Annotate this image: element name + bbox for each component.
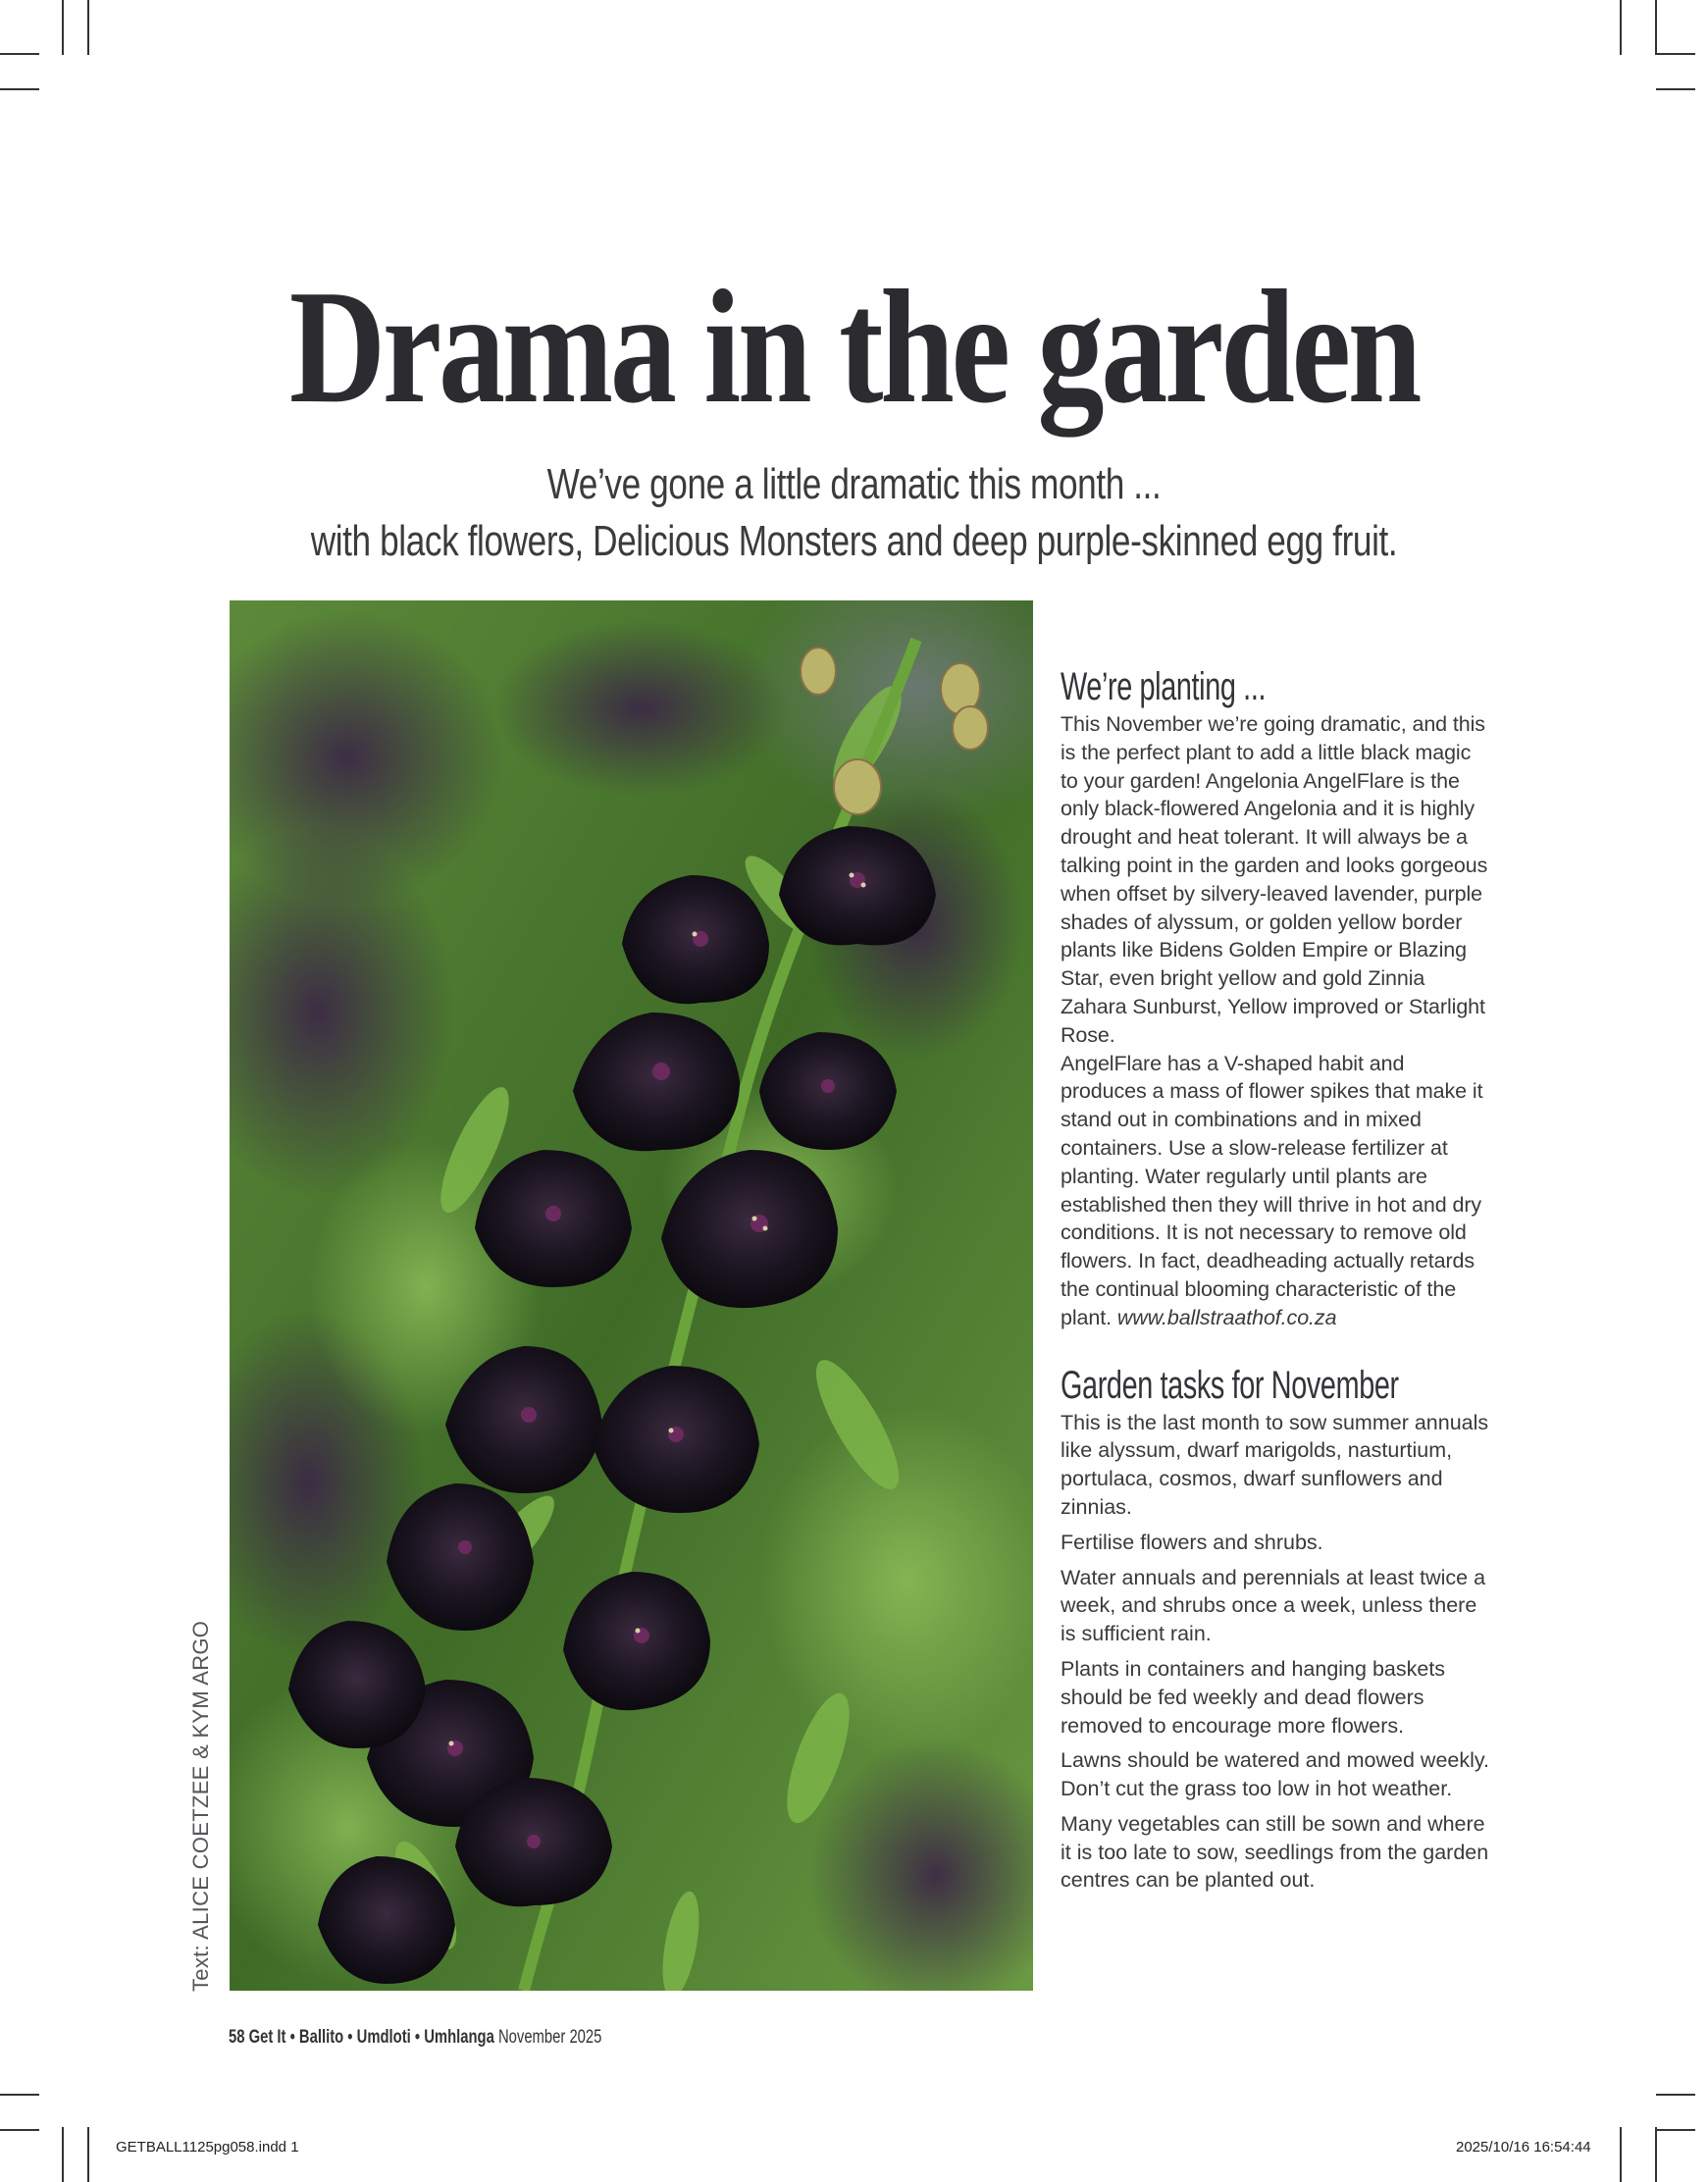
task-item: This is the last month to sow summer annuals like alyssum, dwarf marigolds, nasturtium, portulaca, cosmos, dwarf sunflowers and zinnias. (1061, 1410, 1489, 1519)
crop-mark (1655, 2127, 1657, 2182)
planting-body (1061, 710, 1492, 1332)
page-folio (229, 2027, 601, 2049)
tasks-heading: Garden tasks for November (1061, 1363, 1399, 1407)
crop-mark (1655, 0, 1657, 55)
crop-mark (1656, 88, 1695, 90)
crop-mark (0, 2094, 39, 2096)
slug-timestamp: 2025/10/16 16:54:44 (1456, 2139, 1591, 2156)
task-item: Fertilise flowers and shrubs. (1061, 1530, 1323, 1554)
crop-mark (1620, 2127, 1622, 2182)
crop-mark (0, 53, 39, 55)
slug-filename: GETBALL1125pg058.indd 1 (116, 2139, 299, 2156)
crop-mark (1620, 0, 1622, 55)
issue-date: November 2025 (497, 2027, 602, 2048)
website-link: www.ballstraathof.co.za (1116, 1305, 1337, 1329)
publication-name: Get It • Ballito • Umdloti • Umhlanga (248, 2027, 494, 2048)
black-angelonia-flowers-image (230, 600, 1033, 1991)
standfirst-line-1: We’ve gone a little dramatic this month ... (546, 460, 1162, 508)
planting-heading: We’re planting ... (1061, 665, 1267, 708)
task-item: Many vegetables can still be sown and where it is too late to sow, seedlings from the garden centres can be planted out. (1061, 1811, 1489, 1893)
crop-mark (0, 88, 39, 90)
crop-mark (87, 0, 89, 55)
crop-mark (62, 0, 64, 55)
crop-mark (1656, 53, 1695, 55)
page-number: 58 (229, 2027, 245, 2048)
crop-mark (87, 2127, 89, 2182)
article-column (1061, 663, 1492, 1901)
crop-mark (1656, 2129, 1695, 2131)
planting-body-text: This November we’re going dramatic, and this is the perfect plant to add a little black magic to your garden! Angelonia AngelFlare is the only black-flowered Angelonia and it is highly drought and heat tolerant. It will always be a talking point in the garden and looks gorgeous when offset by silvery-leaved lavender, purple shades of alyssum, or golden yellow border plants like Bidens Golden Empire or Blazing Star, even bright yellow and gold Zinnia Zahara Sunburst, Yellow improved or Starlight Rose. (1061, 712, 1488, 1047)
planting-body-text-2: AngelFlare has a V-shaped habit and produces a mass of flower spikes that make it stand out in combinations and in mixed containers. Use a slow-release fertilizer at planting. Water regularly until plants are established then they will thrive in hot and dry conditions. It is not necessary to remove old flowers. In fact, deadheading actually retards the continual blooming characteristic of the plant. (1061, 1051, 1483, 1329)
flower-photo (230, 600, 1033, 1991)
crop-mark (0, 2129, 39, 2131)
task-item: Water annuals and perennials at least twice a week, and shrubs once a week, unless there is sufficient rain. (1061, 1565, 1486, 1646)
standfirst-line-2: with black flowers, Delicious Monsters and deep purple-skinned egg fruit. (310, 517, 1398, 565)
task-item: Lawns should be watered and mowed weekly. Don’t cut the grass too low in hot weather. (1061, 1748, 1490, 1801)
crop-mark (62, 2127, 64, 2182)
page-title: Drama in the garden (288, 256, 1420, 437)
photo-credit: Text: ALICE COETZEE & KYM ARGO (188, 1620, 213, 1992)
task-item: Plants in containers and hanging baskets should be fed weekly and dead flowers removed to encourage more flowers. (1061, 1656, 1446, 1738)
crop-mark (1656, 2094, 1695, 2096)
